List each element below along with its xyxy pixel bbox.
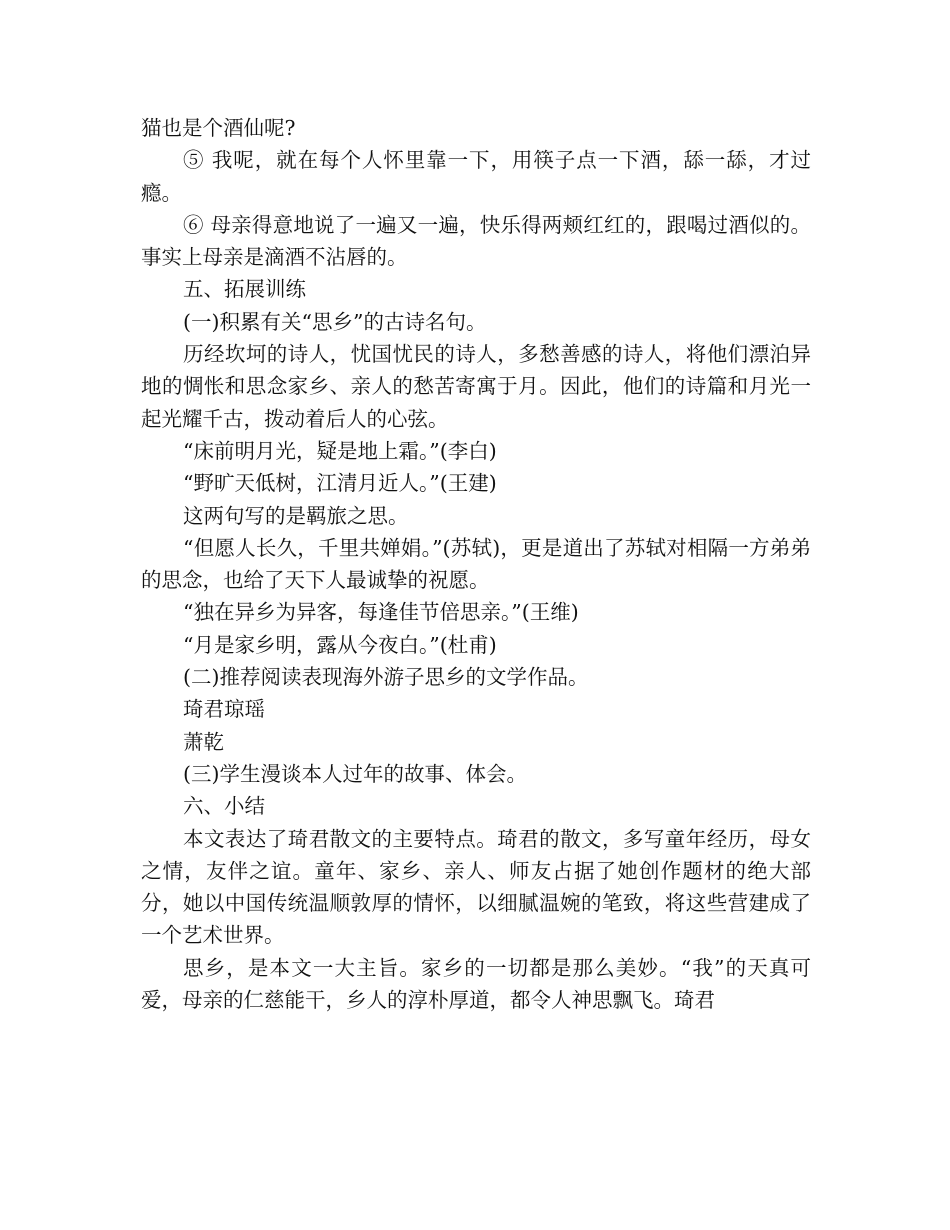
subsection-heading: (一)积累有关“思乡”的古诗名句。 (183, 309, 487, 334)
paragraph: 本文表达了琦君散文的主要特点。琦君的散文，多写童年经历，母女之情，友伴之谊。童年、家乡、亲人、师友占据了她创作题材的绝大部分，她以中国传统温顺敦厚的情怀，以细腻温婉的笔致，将这些营建成了一个艺术世界。 (141, 826, 811, 948)
paragraph: 思乡，是本文一大主旨。家乡的一切都是那么美妙。“我”的天真可爱，母亲的仁慈能干，乡人的淳朴厚道，都令人神思飘飞。琦君 (141, 955, 811, 1013)
poem-quote: “床前明月光，疑是地上霜。”(李白) (183, 438, 497, 463)
subsection-heading: (二)推荐阅读表现海外游子思乡的文学作品。 (183, 665, 589, 690)
paragraph: 这两句写的是羁旅之思。 (183, 503, 409, 528)
section-heading: 五、拓展训练 (183, 277, 306, 302)
paragraph: “但愿人长久，千里共婵娟。”(苏轼)，更是道出了苏轼对相隔一方弟弟的思念，也给了天下人最诚挚的祝愿。 (141, 535, 811, 593)
paragraph: ⑤ 我呢，就在每个人怀里靠一下，用筷子点一下酒，舔一舔，才过瘾。 (141, 148, 811, 205)
paragraph: ⑥ 母亲得意地说了一遍又一遍，快乐得两颊红红的，跟喝过酒似的。事实上母亲是滴酒不沾唇的。 (141, 212, 811, 270)
paragraph: 猫也是个酒仙呢? (141, 116, 296, 140)
poem-quote: “野旷天低树，江清月近人。”(王建) (183, 471, 497, 496)
paragraph: 历经坎坷的诗人，忧国忧民的诗人，多愁善感的诗人，将他们漂泊异地的惆怅和思念家乡、亲人的愁苦寄寓于月。因此，他们的诗篇和月光一起光耀千古，拨动着后人的心弦。 (141, 342, 811, 431)
poem-quote: “月是家乡明，露从今夜白。”(杜甫) (183, 632, 497, 657)
author-name: 琦君琼瑶 (183, 697, 265, 722)
subsection-heading: (三)学生漫谈本人过年的故事、体会。 (183, 761, 527, 786)
poem-quote: “独在异乡为异客，每逢佳节倍思亲。”(王维) (183, 600, 579, 625)
author-name: 萧乾 (183, 729, 224, 754)
section-heading: 六、小结 (183, 794, 265, 819)
document-body (141, 112, 811, 1016)
